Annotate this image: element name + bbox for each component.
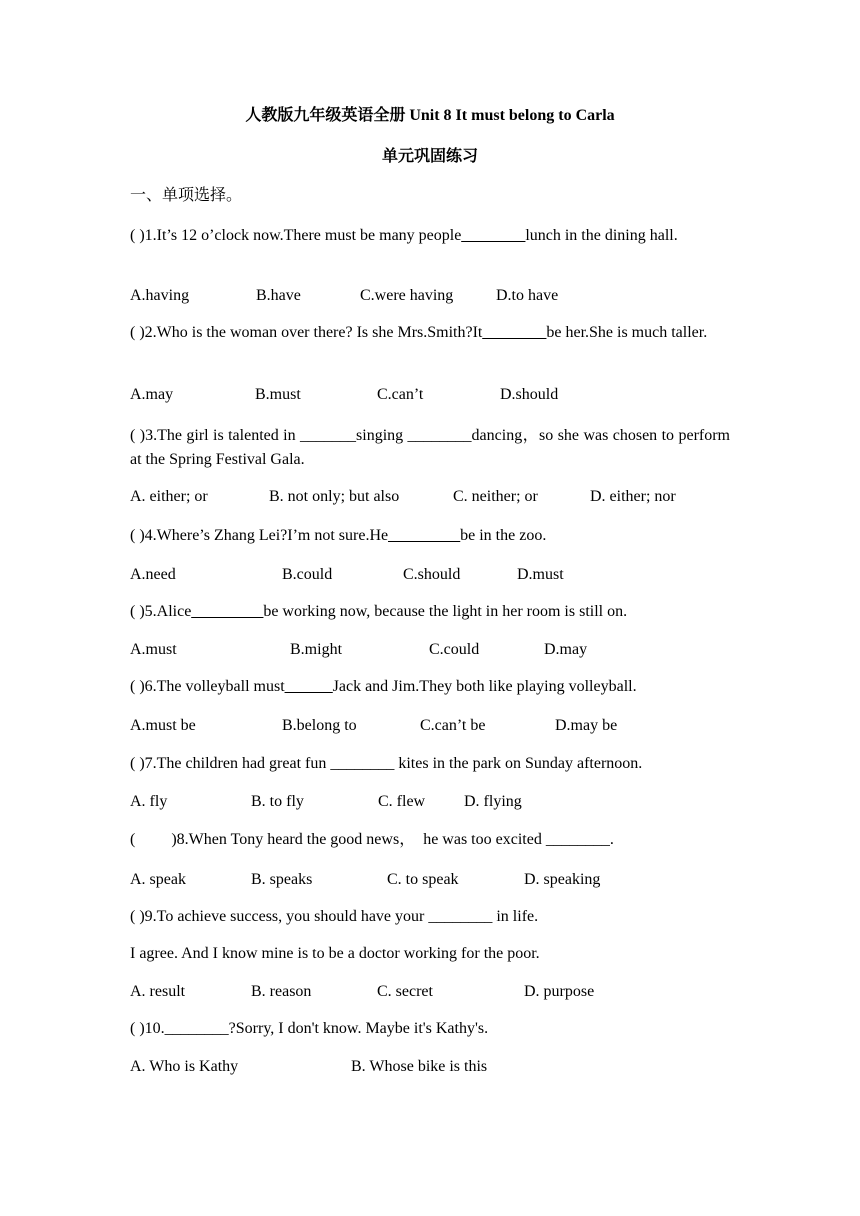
section-heading: 一、单项选择。 [130,187,243,204]
option-a: A. either; or [130,488,208,505]
option-a: A.must [130,641,177,658]
option-b: B. Whose bike is this [351,1058,488,1075]
option-b: B. not only; but also [269,488,400,505]
question-4-stem: ( )4.Where’s Zhang Lei?I’m not sure.He_________be in the zoo. [130,527,547,544]
option-a: A. fly [130,793,168,810]
question-2-stem: ( )2.Who is the woman over there? Is she Mrs.Smith?It________be her.She is much taller. [130,324,708,341]
question-8-stem: ( )8.When Tony heard the good news， he was too excited ________. [130,831,614,848]
option-b: B. to fly [251,793,304,810]
option-c: C. flew [378,793,426,810]
option-c: C.were having [360,287,454,304]
option-c: C. secret [377,983,433,1000]
document-subtitle: 单元巩固练习 [381,148,478,165]
question-7-stem: ( )7.The children had great fun ________ kites in the park on Sunday afternoon. [130,755,643,772]
question-5-stem: ( )5.Alice_________be working now, because the light in her room is still on. [130,603,628,620]
option-c: C.can’t [377,386,424,403]
answer-blank: _________ [388,527,461,544]
option-c: C. neither; or [453,488,538,505]
option-d: D.should [500,386,559,403]
answer-blank: ________ [461,227,526,244]
question-1-stem: ( )1.It’s 12 o’clock now.There must be many people________lunch in the dining hall. [130,227,678,244]
answer-blank: _________ [191,603,264,620]
option-a: A. result [130,983,186,1000]
question-6-stem: ( )6.The volleyball must______Jack and Jim.They both like playing volleyball. [130,678,637,695]
question-9-stem: ( )9.To achieve success, you should have your ________ in life. [130,908,539,925]
document-title: 人教版九年级英语全册 Unit 8 It must belong to Carla [245,107,615,124]
option-c: C. to speak [387,871,459,888]
option-b: B. speaks [251,871,313,888]
option-b: B. reason [251,983,312,1000]
option-d: D.may [544,641,588,658]
option-b: B.might [290,641,343,658]
option-c: C.should [403,566,461,583]
option-a: A.need [130,566,176,583]
option-c: C.can’t be [420,717,486,734]
option-b: B.have [256,287,301,304]
option-d: D. either; nor [590,488,676,505]
option-a: A.must be [130,717,196,734]
option-a: A.having [130,287,190,304]
option-b: B.belong to [282,717,357,734]
option-c: C.could [429,641,480,658]
option-a: A. speak [130,871,186,888]
option-d: D.to have [496,287,559,304]
option-a: A.may [130,386,174,403]
option-a: A. Who is Kathy [130,1058,239,1075]
option-d: D. purpose [524,983,595,1000]
question-9-stem-continued: I agree. And I know mine is to be a doctor working for the poor. [130,945,540,962]
question-10-stem: ( )10.________?Sorry, I don't know. Maybe it's Kathy's. [130,1020,489,1037]
answer-blank: ______ [284,678,333,695]
option-d: D.must [517,566,564,583]
answer-blank: ________ [482,324,547,341]
option-b: B.must [255,386,301,403]
option-b: B.could [282,566,333,583]
question-3-stem: ( )3.The girl is talented in _______singing ________dancing，so she was chosen to perform at the Spring Festival Gala. [130,427,730,468]
option-d: D. flying [464,793,522,810]
option-d: D.may be [555,717,618,734]
option-d: D. speaking [524,871,601,888]
